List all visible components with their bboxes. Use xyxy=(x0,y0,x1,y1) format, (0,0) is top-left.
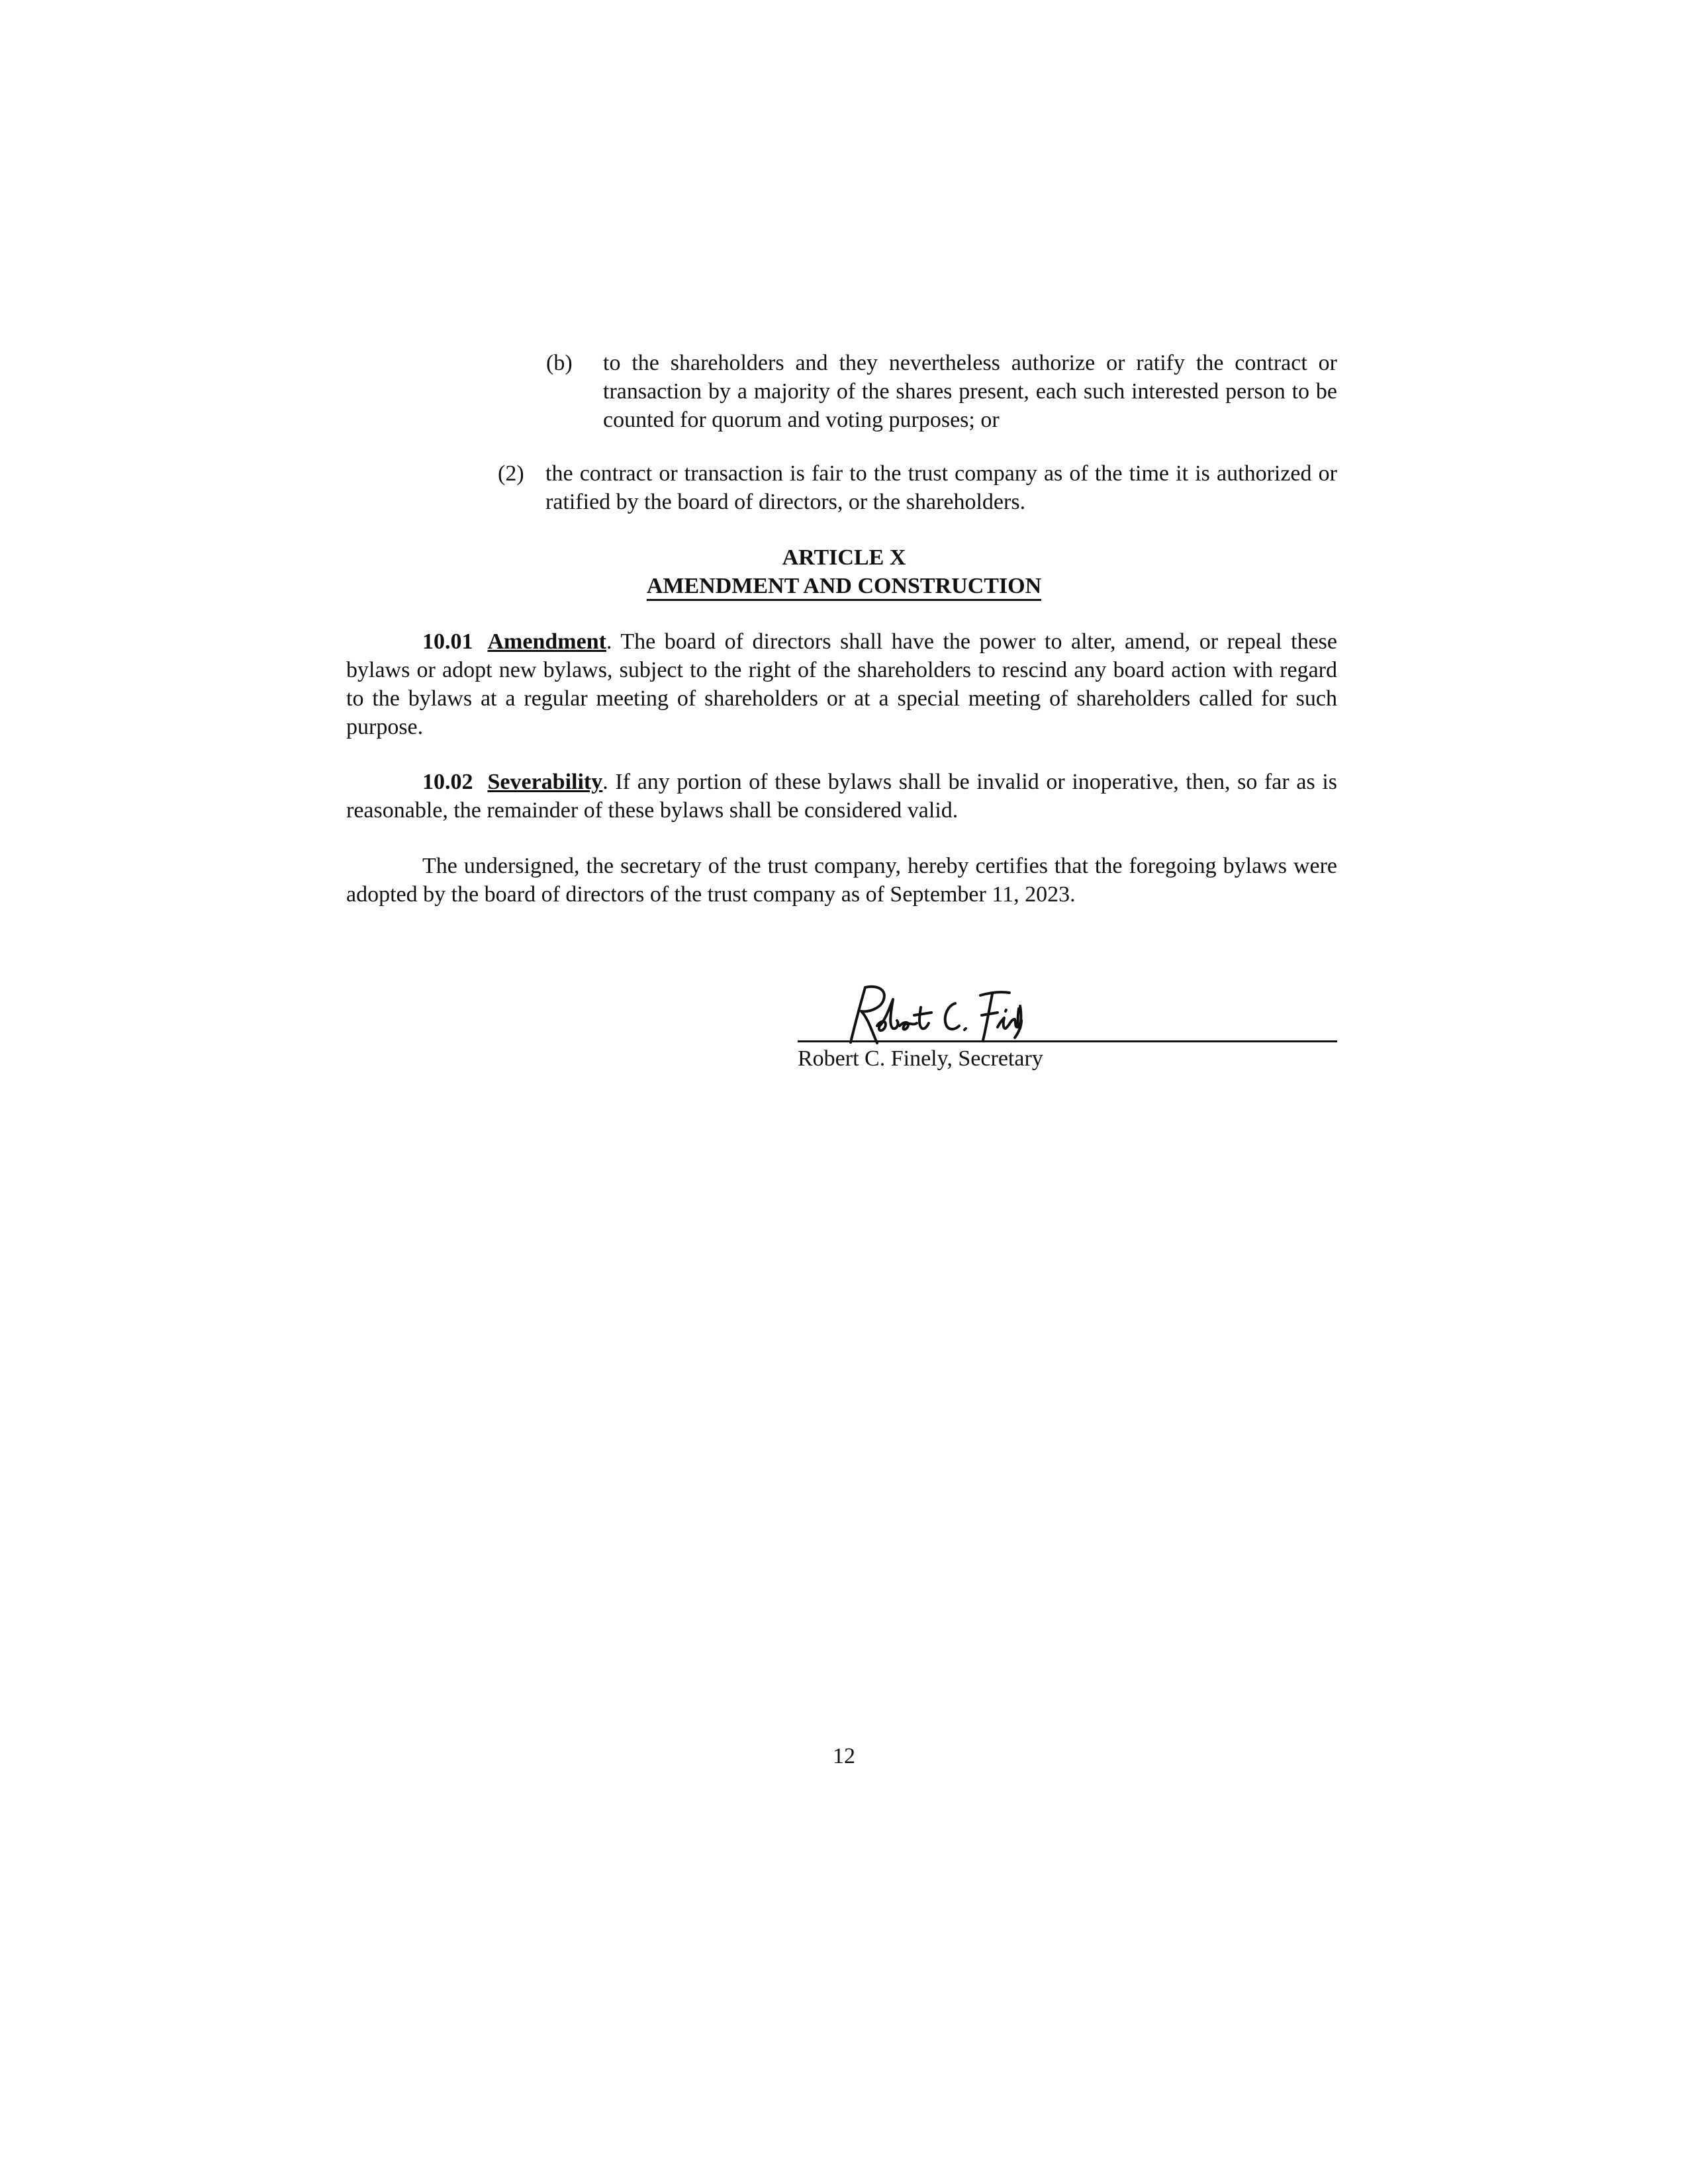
item-2-marker: (2) xyxy=(498,461,524,486)
section-number: 10.01 xyxy=(422,629,473,654)
subitem-b-marker: (b) xyxy=(546,351,573,375)
article-number: ARTICLE X xyxy=(782,545,906,570)
signature-line xyxy=(798,1040,1337,1042)
section-10-02 xyxy=(346,768,1337,825)
handwritten-signature xyxy=(824,979,1023,1049)
certification-paragraph xyxy=(346,852,1337,909)
article-heading xyxy=(0,543,1688,601)
item-2-text: the contract or transaction is fair to the trust company as of the time it is authorized or ratified by the board of directors, or the shareholders. xyxy=(545,461,1337,514)
section-title: Amendment xyxy=(487,629,606,654)
section-title: Severability xyxy=(487,770,603,794)
section-number: 10.02 xyxy=(422,770,473,794)
page-number: 12 xyxy=(833,1744,855,1768)
section-text: . The board of directors shall have the power to alter, amend, or repeal these bylaws or adopt new bylaws, subject to the right of the shareholders to rescind any board action with regard to the bylaws at a regular meeting of shareholders or at a special meeting of shareholders called for such purpose. xyxy=(346,629,1337,739)
section-10-01 xyxy=(346,627,1337,741)
signatory-name: Robert C. Finely, Secretary xyxy=(798,1046,1043,1071)
subitem-b-text: to the shareholders and they nevertheless authorize or ratify the contract or transaction by a majority of the shares present, each such interested person to be counted for quorum and voting purposes; or xyxy=(603,351,1337,432)
section-text: . If any portion of these bylaws shall be invalid or inoperative, then, so far as is reasonable, the remainder of these bylaws shall be considered valid. xyxy=(346,770,1337,823)
article-title: AMENDMENT AND CONSTRUCTION xyxy=(647,574,1041,601)
signature-block xyxy=(798,979,1337,1072)
certification-text: The undersigned, the secretary of the trust company, hereby certifies that the foregoing bylaws were adopted by the board of directors of the trust company as of September 11, 2023. xyxy=(346,854,1337,907)
